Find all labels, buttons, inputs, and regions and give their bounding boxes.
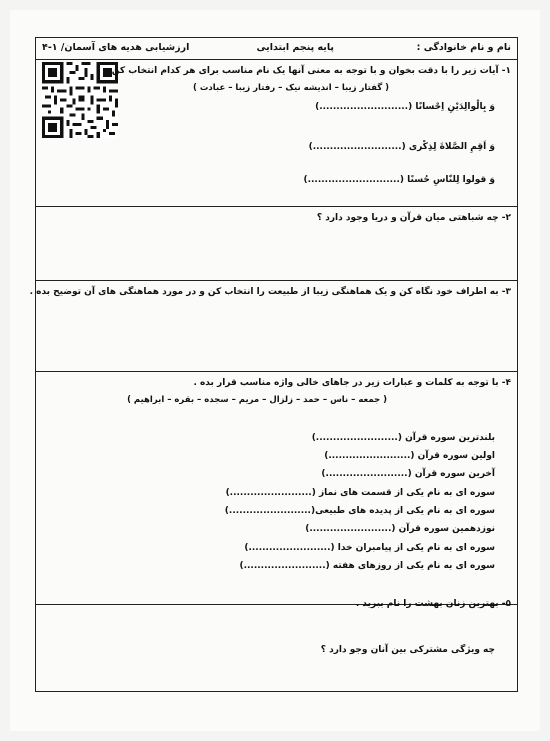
exam-title: ارزشیابی هدیه های آسمان/ ۱-۴ <box>42 42 190 53</box>
q3-prompt: ۳- به اطراف خود نگاه کن و یک هماهنگی زیبا از طبیعت را انتخاب کن و در مورد هماهنگی های آن توضیح بده . <box>29 287 511 297</box>
section-divider <box>36 206 517 207</box>
q1-item: وَ بِالْوالِدَیْنِ اِحْسانًا (..........................) <box>315 102 495 112</box>
q1-options: ( گفتار زیبا – اندیشه نیک – رفتار زیبا – عبادت ) <box>193 83 389 93</box>
q4-item: نوزدهمین سوره قرآن (........................) <box>305 524 495 534</box>
q4-item: سوره ای به نام یکی از روزهای هفته (........................) <box>239 561 495 571</box>
q4-item: اولین سوره قرآن (........................) <box>324 451 495 461</box>
exam-header <box>36 38 517 60</box>
q4-item: بلندترین سوره قرآن (........................) <box>311 433 495 443</box>
q1-item: وَ اَقِمِ الصَّلاةَ لِذِکْری (..........................) <box>308 142 495 152</box>
exam-frame <box>29 37 518 692</box>
q4-options: ( جمعه – ناس – حمد – زلزال – مریم – سجده – بقره – ابراهیم ) <box>127 395 387 405</box>
q1-item: وَ قولوا لِلنّاسِ حُسنًا (...........................) <box>303 175 495 185</box>
q1-prompt: ۱- آیات زیر را با دقت بخوان و با توجه به معنی آنها یک نام مناسب برای هر کدام انتخاب کن . <box>105 66 511 76</box>
student-name-label: نام و نام خانوادگی : <box>416 42 511 53</box>
q4-item: سوره ای به نام یکی از قسمت های نماز (........................) <box>225 488 495 498</box>
grade-label: پایه پنجم ابتدایی <box>256 42 334 53</box>
q4-item: سوره ای به نام یکی از پیامبران خدا (........................) <box>244 543 495 553</box>
q4-item: آخرین سوره قرآن (........................) <box>321 469 495 479</box>
q4-prompt: ۴- با توجه به کلمات و عبارات زیر در جاهای خالی واژه مناسب قرار بده . <box>193 378 511 388</box>
q4-item: سوره ای به نام یکی از پدیده های طبیعی(........................) <box>224 506 495 516</box>
q5-subquestion: چه ویژگی مشترکی بین آنان وجو دارد ؟ <box>320 645 495 655</box>
section-divider <box>36 280 517 281</box>
q2-prompt: ۲- چه شباهتی میان قرآن و دریا وجود دارد ؟ <box>316 213 511 223</box>
q5-prompt: ۵- بهترین زنان بهشت را نام ببرید . <box>355 599 511 609</box>
section-divider <box>36 371 517 372</box>
